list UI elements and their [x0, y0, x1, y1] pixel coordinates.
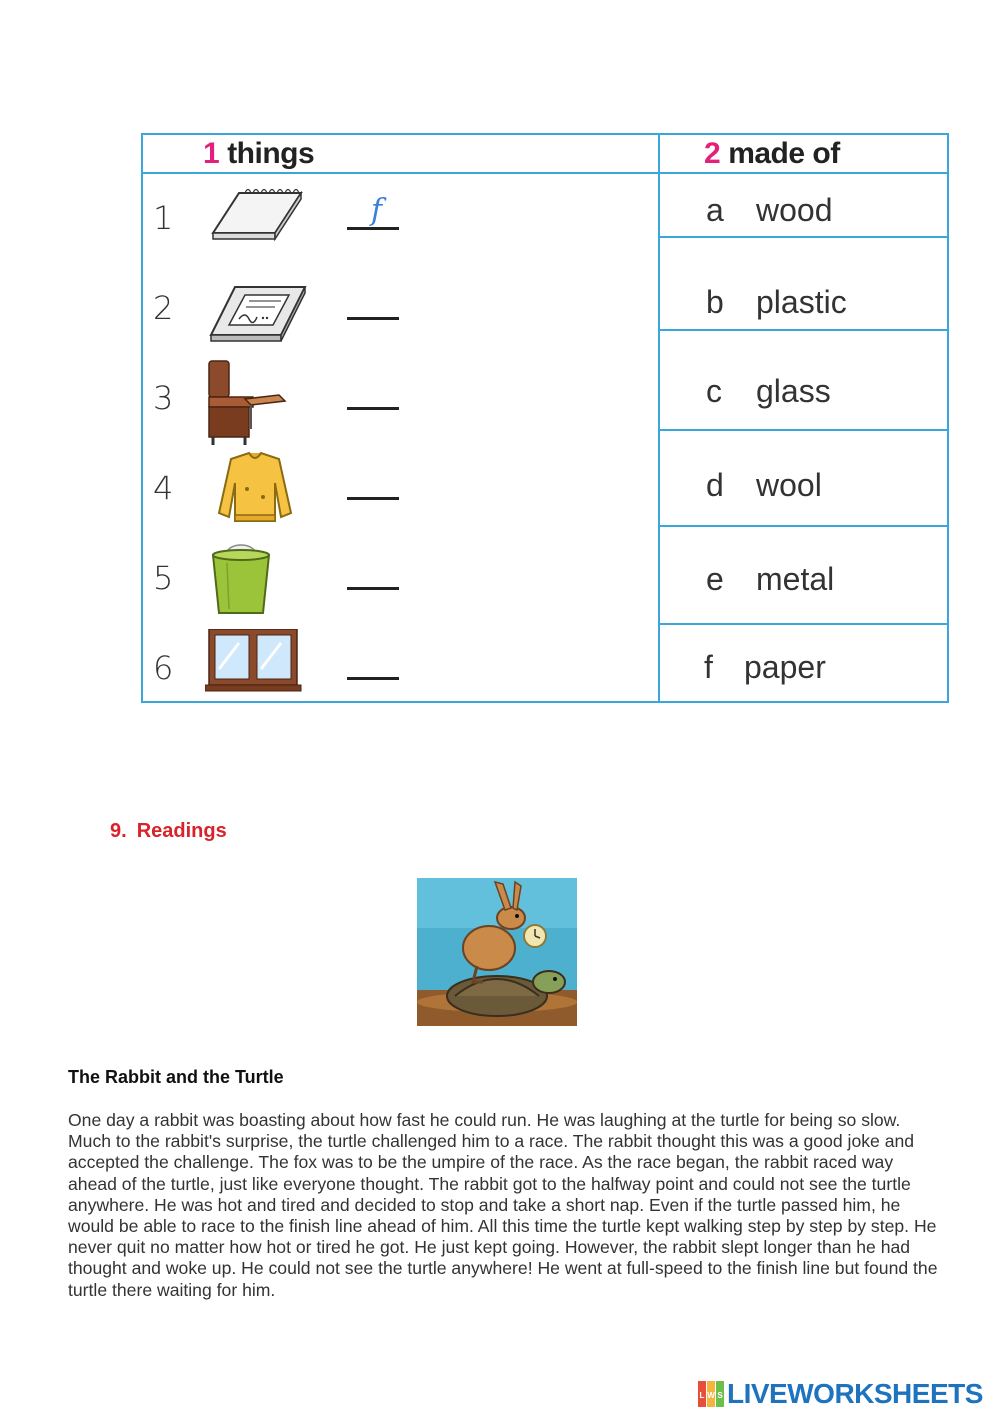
envelope-icon: [205, 269, 315, 355]
section-heading: 9. Readings: [110, 820, 227, 842]
answer-value[interactable]: f: [371, 193, 383, 228]
things-column-header: 1 things: [203, 137, 315, 170]
matching-table: [141, 133, 949, 703]
thing-row: 5: [143, 535, 658, 625]
school-chair-icon: [205, 359, 315, 445]
material-item: a wood: [660, 174, 949, 238]
material-item: e metal: [660, 527, 949, 625]
svg-text:S: S: [717, 1391, 723, 1400]
notepad-icon: [205, 179, 315, 265]
material-item: b plastic: [660, 238, 949, 331]
thing-row: 1 f: [143, 175, 658, 265]
table-header: [143, 135, 947, 174]
answer-blank[interactable]: [347, 317, 399, 320]
answer-blank[interactable]: [347, 587, 399, 590]
thing-row: 6: [143, 625, 658, 715]
wastebasket-icon: [205, 539, 315, 625]
material-item: d wool: [660, 431, 949, 527]
story-text: One day a rabbit was boasting about how fast he could run. He was laughing at the turtle for being so slow. Much to the rabbit's surprise, the turtle challenged him to a race. The rabbit thought this was a good joke and accepted the challenge. The fox was to be the umpire of the race. As the race began, the rabbit raced way ahead of the turtle, just like everyone thought. The rabbit got to the halfway point and could not see the turtle anywhere. He was hot and tired and decided to stop and take a short nap. Even if the turtle passed him, he would be able to race to the finish line ahead of him. All this time the turtle kept walking step by step by step. He never quit no matter how hot or tired he got. He just kept going. However, the rabbit slept longer than he had thought and woke up. He could not see the turtle anywhere! He went at full-speed to the finish line but found the turtle there waiting for him.: [68, 1110, 938, 1300]
window-icon: [205, 629, 315, 715]
thing-row: 4: [143, 445, 658, 535]
rabbit-on-turtle-illustration: [417, 878, 577, 1026]
liveworksheets-logo-icon: [698, 1381, 724, 1407]
story-title: The Rabbit and the Turtle: [68, 1067, 284, 1087]
material-item: c glass: [660, 331, 949, 431]
answer-blank[interactable]: [347, 497, 399, 500]
svg-text:L: L: [699, 1391, 705, 1400]
material-item: f paper: [704, 649, 826, 685]
svg-text:W: W: [707, 1391, 715, 1400]
thing-row: 2: [143, 265, 658, 355]
answer-blank[interactable]: [347, 407, 399, 410]
answer-blank[interactable]: [347, 677, 399, 680]
liveworksheets-logo: [698, 1376, 983, 1412]
made-of-column-header: 2 made of: [704, 137, 840, 170]
sweater-icon: [205, 449, 315, 535]
brand-name: LIVEWORKSHEETS: [727, 1378, 983, 1409]
thing-row: 3: [143, 355, 658, 445]
